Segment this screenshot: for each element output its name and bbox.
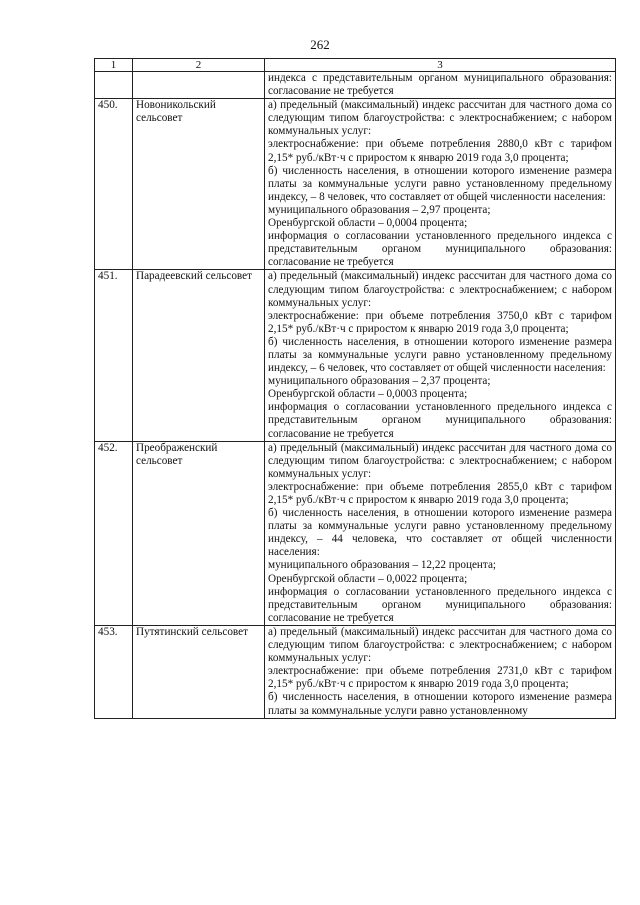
municipality-name: Путятинский сельсовет [133, 625, 265, 718]
continuation-row [95, 72, 616, 99]
index-description [265, 99, 616, 270]
row-number: 450. [95, 99, 133, 270]
description-paragraph: а) предельный (максимальный) индекс рассчитан для частного дома со следующим типом благоустройства: с электроснабжением; с набором коммунальных услуг: [268, 270, 612, 309]
header-col-1: 1 [95, 59, 133, 72]
row-number: 452. [95, 441, 133, 625]
continuation-text-cell [265, 72, 616, 99]
index-description [265, 441, 616, 625]
description-paragraph: Оренбургской области – 0,0022 процента; [268, 572, 468, 585]
description-paragraph: электроснабжение: при объеме потребления 3750,0 кВт с тарифом 2,15* руб./кВт·ч с приростом к январю 2019 года 3,0 процента; [268, 309, 612, 335]
row-number: 451. [95, 270, 133, 441]
continuation-text: индекса с представительным органом муниципального образования: согласование не требуется [268, 72, 612, 98]
header-col-2: 2 [133, 59, 265, 72]
description-paragraph: б) численность населения, в отношении которого изменение размера платы за коммунальные услуги равно установленному предельному индексу, – 6 человек, что составляет от общей численности населения: [268, 335, 612, 375]
description-paragraph: а) предельный (максимальный) индекс рассчитан для частного дома со следующим типом благоустройства: с электроснабжением; с набором коммунальных услуг: [268, 99, 612, 138]
description-paragraph: муниципального образования – 2,97 процента; [268, 203, 491, 216]
description-paragraph: а) предельный (максимальный) индекс рассчитан для частного дома со следующим типом благоустройства: с электроснабжением; с набором коммунальных услуг: [268, 625, 612, 665]
header-col-3: 3 [265, 59, 616, 72]
description-paragraph: электроснабжение: при объеме потребления 2880,0 кВт с тарифом 2,15* руб./кВт·ч с приростом к январю 2019 года 3,0 процента; [268, 138, 612, 164]
description-paragraph: б) численность населения, в отношении которого изменение размера платы за коммунальные услуги равно установленному предельному индексу, – 8 человек, что составляет от общей численности населения: [268, 164, 612, 203]
table-row [95, 99, 616, 270]
table-row [95, 625, 616, 718]
header-row [95, 59, 616, 72]
municipality-name: Преображенский сельсовет [133, 441, 265, 625]
description-paragraph: б) численность населения, в отношении которого изменение размера платы за коммунальные услуги равно установленному предельному индексу, – 44 человека, что составляет от общей численности населения: [268, 507, 612, 559]
description-paragraph: электроснабжение: при объеме потребления 2731,0 кВт с тарифом 2,15* руб./кВт·ч с приростом к январю 2019 года 3,0 процента; [268, 665, 612, 691]
description-paragraph: б) численность населения, в отношении которого изменение размера платы за коммунальные услуги равно установленному [268, 691, 612, 717]
description-paragraph: электроснабжение: при объеме потребления 2855,0 кВт с тарифом 2,15* руб./кВт·ч с приростом к январю 2019 года 3,0 процента; [268, 480, 612, 506]
row-number: 453. [95, 625, 133, 718]
municipality-name: Новоникольский сельсовет [133, 99, 265, 270]
description-paragraph: Оренбургской области – 0,0003 процента; [268, 388, 468, 401]
index-description [265, 625, 616, 718]
index-table [94, 58, 616, 719]
description-paragraph: Оренбургской области – 0,0004 процента; [268, 217, 468, 230]
continuation-num-cell [95, 72, 133, 99]
continuation-name-cell [133, 72, 265, 99]
description-paragraph: муниципального образования – 12,22 процента; [268, 559, 497, 572]
page-number: 262 [310, 37, 330, 52]
description-paragraph: информация о согласовании установленного предельного индекса с представительным органом муниципального образования: согласование не требуется [268, 401, 612, 440]
municipality-name: Парадеевский сельсовет [133, 270, 265, 441]
index-description [265, 270, 616, 441]
description-paragraph: а) предельный (максимальный) индекс рассчитан для частного дома со следующим типом благоустройства: с электроснабжением; с набором коммунальных услуг: [268, 441, 612, 480]
description-paragraph: информация о согласовании установленного предельного индекса с представительным органом муниципального образования: согласование не требуется [268, 585, 612, 624]
description-paragraph: муниципального образования – 2,37 процента; [268, 375, 491, 388]
description-paragraph: информация о согласовании установленного предельного индекса с представительным органом муниципального образования: согласование не требуется [268, 230, 612, 269]
table-row [95, 441, 616, 625]
table-row [95, 270, 616, 441]
